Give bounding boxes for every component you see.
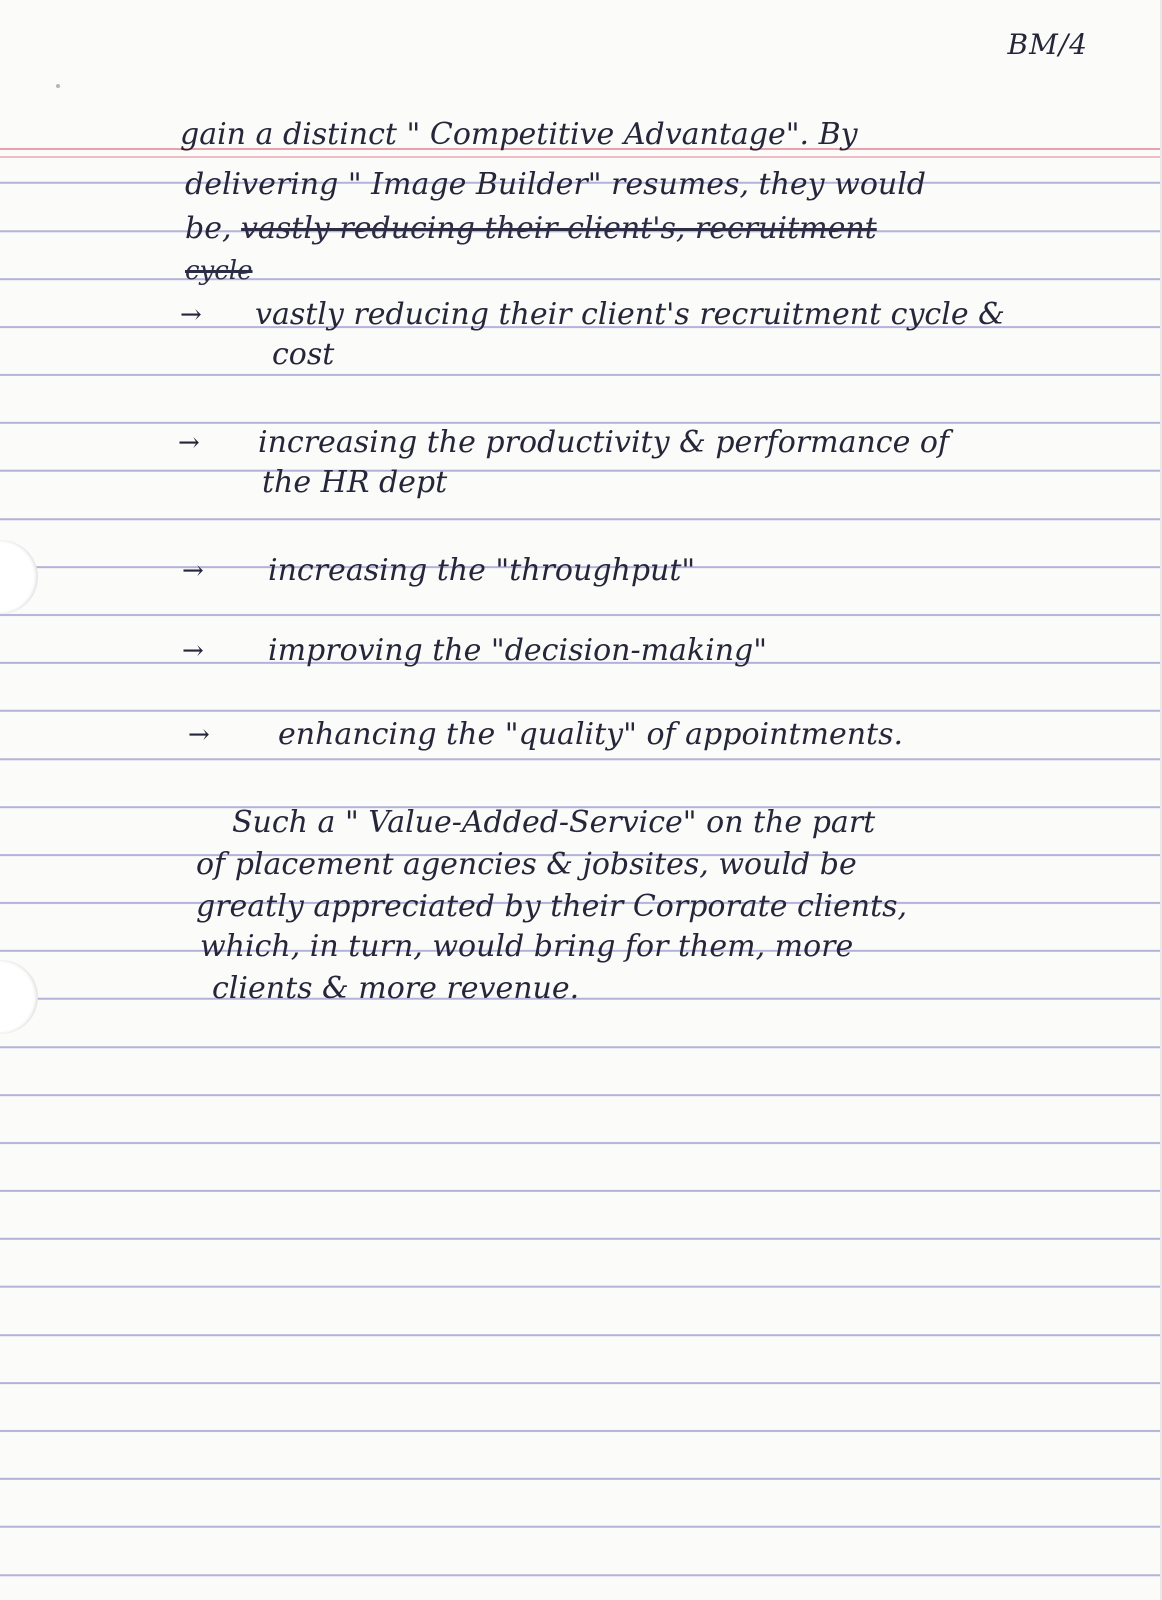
bullet-line: increasing the productivity & performance of: [258, 425, 950, 460]
paragraph-line: greatly appreciated by their Corporate clients,: [196, 889, 908, 924]
bullet-line: increasing the "throughput": [268, 553, 696, 588]
paragraph-line: which, in turn, would bring for them, more: [200, 929, 854, 964]
arrow-icon: →: [180, 300, 202, 330]
red-margin-line-secondary: [0, 156, 1160, 158]
bullet-line: improving the "decision-making": [268, 633, 768, 668]
arrow-icon: →: [188, 720, 210, 750]
bullet-line: the HR dept: [262, 465, 448, 500]
arrow-icon: →: [182, 636, 204, 666]
paragraph-line: of placement agencies & jobsites, would be: [196, 847, 857, 882]
bullet-line: vastly reducing their client's recruitment cycle &: [255, 297, 1005, 332]
body-line-text: be,: [185, 211, 232, 246]
body-line: gain a distinct " Competitive Advantage". By: [180, 117, 858, 152]
body-line: delivering " Image Builder" resumes, they would: [185, 167, 927, 202]
page-number: BM/4: [1007, 28, 1088, 61]
punch-hole: [0, 960, 38, 1034]
bullet-line: cost: [272, 337, 335, 372]
struck-out-word: cycle: [185, 256, 253, 286]
paragraph-line: clients & more revenue.: [212, 971, 580, 1006]
arrow-icon: →: [178, 428, 200, 458]
ink-smudge: [56, 84, 60, 88]
punch-hole: [0, 540, 38, 614]
bullet-line: enhancing the "quality" of appointments.: [278, 717, 904, 752]
body-line: [185, 212, 877, 246]
paragraph-line: Such a " Value-Added-Service" on the part: [232, 805, 876, 840]
arrow-icon: →: [182, 556, 204, 586]
struck-out-text: vastly reducing their client's, recruitment: [241, 211, 877, 246]
